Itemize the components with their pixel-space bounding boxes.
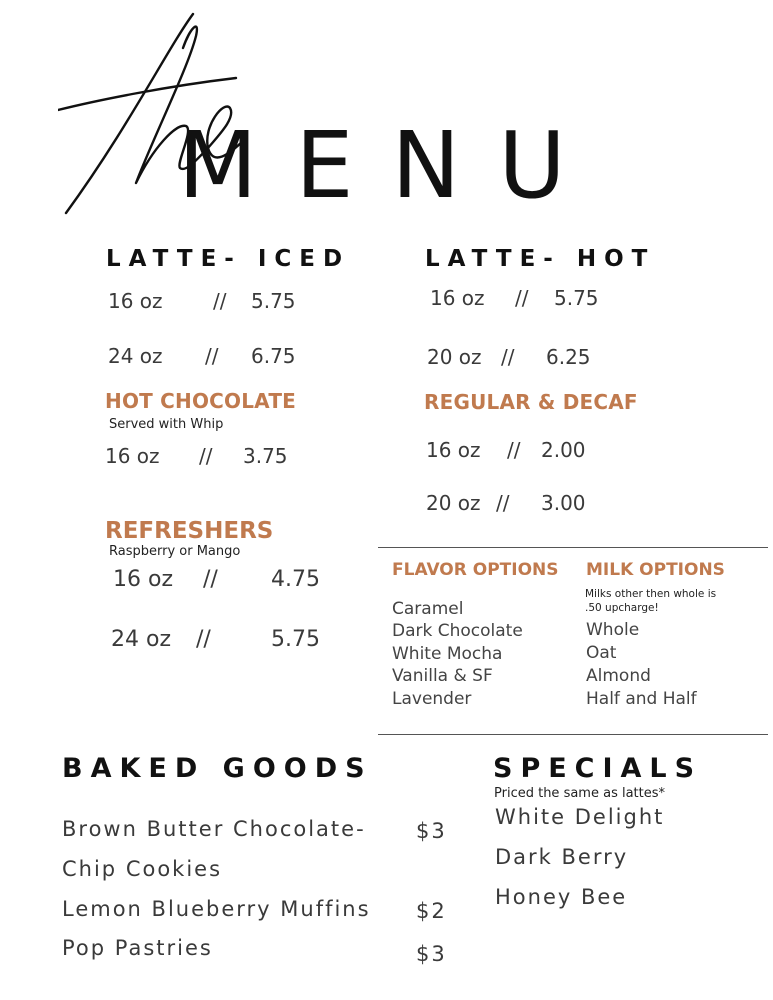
regular-decaf-price-20: 3.00 — [541, 491, 586, 515]
flavor-item: Lavender — [392, 689, 472, 709]
regular-decaf-heading: REGULAR & DECAF — [424, 390, 638, 414]
milk-options-heading: MILK OPTIONS — [586, 560, 725, 580]
latte-hot-price-20: 6.25 — [546, 345, 591, 369]
milk-upcharge-note-2: .50 upcharge! — [585, 602, 659, 614]
flavor-item: Dark Chocolate — [392, 621, 523, 641]
regular-decaf-price-16: 2.00 — [541, 438, 586, 462]
refreshers-heading: REFRESHERS — [105, 518, 274, 544]
baked-item-muffins-price: $2 — [416, 899, 447, 923]
latte-hot-heading: LATTE- HOT — [425, 246, 656, 272]
menu-title: MENU — [178, 112, 604, 219]
hot-chocolate-sep-16: // — [199, 444, 213, 468]
latte-iced-sep-16: // — [213, 289, 227, 313]
latte-iced-size-24: 24 oz — [108, 344, 163, 368]
regular-decaf-sep-16: // — [507, 438, 521, 462]
hot-chocolate-price-16: 3.75 — [243, 444, 288, 468]
baked-item-muffins: Lemon Blueberry Muffins — [62, 897, 371, 921]
latte-iced-size-16: 16 oz — [108, 289, 163, 313]
refreshers-sep-24: // — [196, 627, 211, 652]
flavor-item: White Mocha — [392, 644, 503, 664]
hot-chocolate-size-16: 16 oz — [105, 444, 160, 468]
latte-iced-sep-24: // — [205, 344, 219, 368]
special-item: Dark Berry — [495, 845, 629, 869]
latte-hot-sep-16: // — [515, 286, 529, 310]
flavor-options-heading: FLAVOR OPTIONS — [392, 560, 559, 580]
milk-item: Oat — [586, 643, 617, 663]
latte-iced-heading: LATTE- ICED — [106, 246, 351, 272]
refreshers-note: Raspberry or Mango — [109, 544, 241, 559]
baked-item-cookies-line2: Chip Cookies — [62, 857, 223, 881]
specials-heading: SPECIALS — [493, 753, 703, 784]
specials-note: Priced the same as lattes* — [494, 786, 666, 801]
refreshers-size-16: 16 oz — [113, 567, 173, 592]
special-item: White Delight — [495, 805, 665, 829]
regular-decaf-size-20: 20 oz — [426, 491, 481, 515]
refreshers-price-16: 4.75 — [271, 567, 320, 592]
baked-goods-heading: BAKED GOODS — [62, 753, 373, 784]
latte-iced-price-16: 5.75 — [251, 289, 296, 313]
hot-chocolate-heading: HOT CHOCOLATE — [105, 389, 297, 413]
milk-upcharge-note-1: Milks other then whole is — [585, 588, 717, 600]
latte-iced-price-24: 6.75 — [251, 344, 296, 368]
regular-decaf-size-16: 16 oz — [426, 438, 481, 462]
baked-item-cookies-line1: Brown Butter Chocolate- — [62, 817, 366, 841]
baked-item-cookies-price: $3 — [416, 819, 447, 843]
baked-item-pastries: Pop Pastries — [62, 936, 213, 960]
hot-chocolate-note: Served with Whip — [109, 417, 224, 432]
options-top-divider — [378, 547, 768, 548]
special-item: Honey Bee — [495, 885, 628, 909]
milk-item: Half and Half — [586, 689, 697, 709]
refreshers-size-24: 24 oz — [111, 627, 171, 652]
flavor-item: Caramel — [392, 599, 464, 619]
regular-decaf-sep-20: // — [496, 491, 510, 515]
latte-hot-size-16: 16 oz — [430, 286, 485, 310]
milk-item: Whole — [586, 620, 640, 640]
baked-item-pastries-price: $3 — [416, 942, 447, 966]
refreshers-price-24: 5.75 — [271, 627, 320, 652]
options-bottom-divider — [378, 734, 768, 735]
milk-item: Almond — [586, 666, 651, 686]
latte-hot-price-16: 5.75 — [554, 286, 599, 310]
latte-hot-sep-20: // — [501, 345, 515, 369]
latte-hot-size-20: 20 oz — [427, 345, 482, 369]
refreshers-sep-16: // — [203, 567, 218, 592]
flavor-item: Vanilla & SF — [392, 666, 493, 686]
